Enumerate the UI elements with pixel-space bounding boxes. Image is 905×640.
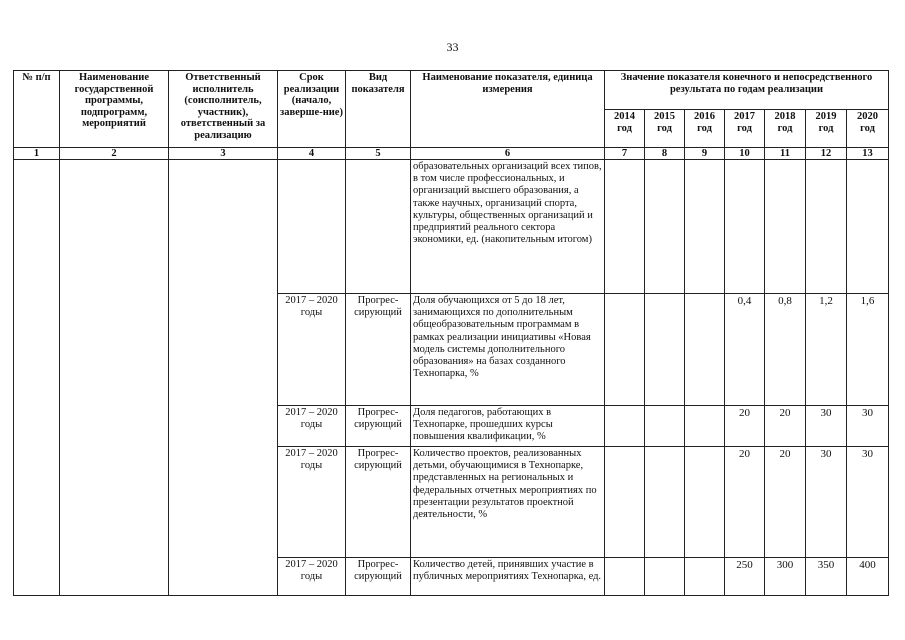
cell-value: 400: [847, 558, 889, 596]
indicators-table: [13, 70, 889, 596]
cell-value: [645, 406, 685, 447]
header-indicator-name: Наименование показателя, единица измерения: [411, 71, 605, 148]
cell-indicator-name: Доля педагогов, работающих в Технопарке, прошедших курсы повышения квалификации, %: [411, 406, 605, 447]
cell-indicator-name: Количество детей, принявших участие в публичных мероприятиях Технопарка, ед.: [411, 558, 605, 596]
header-term: Срок реализации (начало, заверше-ние): [278, 71, 346, 148]
header-year: 2018 год: [765, 110, 806, 148]
header-year: 2019 год: [806, 110, 847, 148]
page-number: 33: [446, 40, 459, 54]
cell-value: [765, 160, 806, 294]
cell-indicator-name: Количество проектов, реализованных детьми, обучающимися в Технопарке, представленных на региональных и федеральных отчетных мероприятиях по презентации результатов проектной деятельности, %: [411, 447, 605, 558]
cell-value: 20: [765, 447, 806, 558]
column-number: 1: [14, 148, 60, 160]
cell-value: [605, 294, 645, 406]
cell-indicator-name: образовательных организаций всех типов, в том числе профессиональных, и организаций высшего образования, а также научных, организаций спорта, культуры, общественных организаций и предприятий реального сектора экономики, ед. (накопительным итогом): [411, 160, 605, 294]
cell-value: [645, 558, 685, 596]
cell-value: 30: [847, 406, 889, 447]
cell-term: 2017 – 2020 годы: [278, 447, 346, 558]
cell-value: 0,8: [765, 294, 806, 406]
header-year: 2017 год: [725, 110, 765, 148]
column-number: 4: [278, 148, 346, 160]
cell-value: 30: [806, 406, 847, 447]
cell-value: 30: [806, 447, 847, 558]
cell-indicator-type: Прогрес-сирующий: [346, 294, 411, 406]
cell-value: 1,2: [806, 294, 847, 406]
header-values-group: Значение показателя конечного и непосредственного результата по годам реализации: [605, 71, 889, 110]
cell-term: 2017 – 2020 годы: [278, 558, 346, 596]
cell-value: [605, 406, 645, 447]
header-year: 2014 год: [605, 110, 645, 148]
column-number: 2: [60, 148, 169, 160]
cell-value: [645, 160, 685, 294]
column-number: 13: [847, 148, 889, 160]
cell-indicator-type: [346, 160, 411, 294]
cell-value: [685, 447, 725, 558]
cell-value: [685, 160, 725, 294]
cell-value: 20: [725, 406, 765, 447]
cell-value: [685, 558, 725, 596]
cell-value: 20: [725, 447, 765, 558]
cell-value: [645, 447, 685, 558]
cell-value: 250: [725, 558, 765, 596]
header-responsible: Ответственный исполнитель (соисполнитель, участник), ответственный за реализацию: [169, 71, 278, 148]
column-number: 9: [685, 148, 725, 160]
column-number: 12: [806, 148, 847, 160]
header-year: 2016 год: [685, 110, 725, 148]
cell-indicator-type: Прогрес-сирующий: [346, 558, 411, 596]
header-indicator-type: Вид показателя: [346, 71, 411, 148]
header-program-name: Наименование государственной программы, подпрограмм, мероприятий: [60, 71, 169, 148]
column-number: 3: [169, 148, 278, 160]
column-number: 7: [605, 148, 645, 160]
column-number: 11: [765, 148, 806, 160]
cell-value: 1,6: [847, 294, 889, 406]
cell-value: [605, 160, 645, 294]
cell-value: [725, 160, 765, 294]
cell-indicator-name: Доля обучающихся от 5 до 18 лет, занимающихся по дополнительным общеобразовательным программам в рамках реализации инициативы «Новая модель системы дополнительного образования» на базах созданного Технопарка, %: [411, 294, 605, 406]
cell-number: [14, 160, 60, 596]
cell-value: 300: [765, 558, 806, 596]
cell-value: [685, 294, 725, 406]
cell-value: [685, 406, 725, 447]
column-number: 10: [725, 148, 765, 160]
column-number: 6: [411, 148, 605, 160]
cell-term: [278, 160, 346, 294]
table-row: [14, 160, 889, 294]
cell-value: [806, 160, 847, 294]
cell-indicator-type: Прогрес-сирующий: [346, 406, 411, 447]
column-number: 8: [645, 148, 685, 160]
header-year: 2020 год: [847, 110, 889, 148]
column-number: 5: [346, 148, 411, 160]
cell-term: 2017 – 2020 годы: [278, 294, 346, 406]
cell-term: 2017 – 2020 годы: [278, 406, 346, 447]
cell-value: [605, 558, 645, 596]
cell-value: 20: [765, 406, 806, 447]
cell-responsible: [169, 160, 278, 596]
cell-value: 0,4: [725, 294, 765, 406]
cell-value: [605, 447, 645, 558]
cell-indicator-type: Прогрес-сирующий: [346, 447, 411, 558]
header-year: 2015 год: [645, 110, 685, 148]
cell-value: [847, 160, 889, 294]
header-number: № п/п: [14, 71, 60, 148]
cell-program-name: [60, 160, 169, 596]
cell-value: 350: [806, 558, 847, 596]
cell-value: [645, 294, 685, 406]
cell-value: 30: [847, 447, 889, 558]
